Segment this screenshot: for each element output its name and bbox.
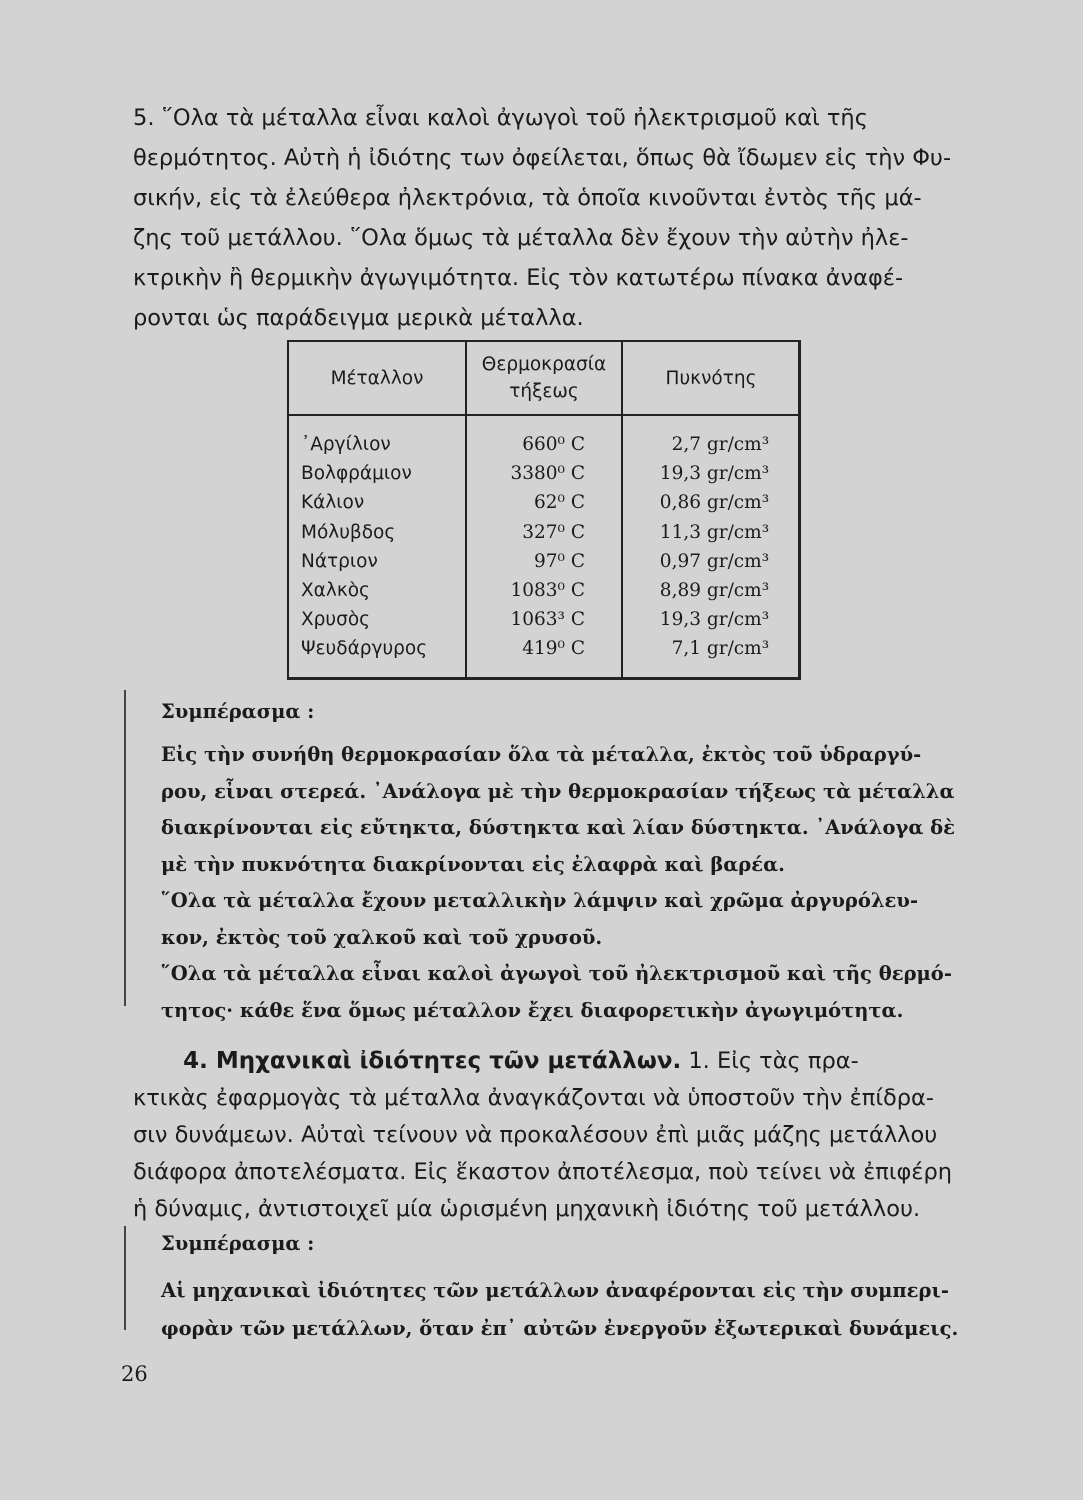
- summary-heading: Συμπέρασμα :: [161, 700, 315, 723]
- summary-paragraph: [161, 1272, 961, 1348]
- density-value: 0,86: [659, 492, 701, 514]
- summary-line: Αἱ μηχανικαὶ ἰδιότητες τῶν μετάλλων ἀναφέρονται εἰς τὴν συμπερι-: [161, 1279, 950, 1302]
- header-melting-temp: [467, 342, 621, 414]
- intro-line: κτρικὴν ἢ θερμικὴν ἀγωγιμότητα. Εἰς τὸν κατωτέρω πίνακα ἀναφέ-: [133, 265, 904, 291]
- section-title: 4. Μηχανικαὶ ἰδιότητες τῶν μετάλλων.: [183, 1048, 682, 1074]
- summary-paragraph: [161, 737, 961, 1029]
- intro-line: σικήν, εἰς τὰ ἐλεύθερα ἠλεκτρόνια, τὰ ὁποῖα κινοῦνται ἐντὸς τῆς μά-: [133, 185, 922, 211]
- cell-density: [641, 547, 769, 576]
- summary-line: κον, ἐκτὸς τοῦ χαλκοῦ καὶ τοῦ χρυσοῦ.: [161, 925, 603, 949]
- margin-rule: [124, 1226, 126, 1330]
- cell-metal: Κάλιον: [301, 492, 365, 514]
- section-line: κτικὰς ἐφαρμογὰς τὰ μέταλλα ἀναγκάζονται νὰ ὑποστοῦν τὴν ἐπίδρα-: [133, 1085, 934, 1111]
- cell-temp: 62⁰ C: [534, 492, 585, 514]
- cell-temp: 419⁰ C: [522, 638, 585, 660]
- density-value: 19,3: [659, 463, 701, 485]
- table-header-row: [289, 342, 798, 416]
- cell-metal: Ψευδάργυρος: [301, 638, 428, 660]
- intro-paragraph: [133, 98, 963, 338]
- table-row: [289, 518, 798, 547]
- table-row: [289, 547, 798, 576]
- summary-line: ρου, εἶναι στερεά. ᾿Ανάλογα μὲ τὴν θερμοκρασίαν τήξεως τὰ μέταλλα: [161, 779, 955, 803]
- cell-density: [641, 488, 769, 517]
- cell-density: [641, 634, 769, 663]
- density-unit: gr/cm³: [706, 579, 770, 601]
- cell-temp: 97⁰ C: [534, 550, 585, 572]
- intro-line: ρονται ὡς παράδειγμα μερικὰ μέταλλα.: [133, 305, 584, 331]
- metals-table: [287, 340, 801, 680]
- summary-heading: Συμπέρασμα :: [161, 1232, 315, 1255]
- cell-temp: 1063³ C: [510, 609, 585, 631]
- density-value: 11,3: [659, 521, 701, 543]
- density-unit: gr/cm³: [706, 434, 770, 455]
- summary-line: ῞Ολα τὰ μέταλλα ἔχουν μεταλλικὴν λάμψιν καὶ χρῶμα ἀργυρόλευ-: [161, 889, 919, 912]
- intro-line: 5. ῞Ολα τὰ μέταλλα εἶναι καλοὶ ἀγωγοὶ τοῦ ἠλεκτρισμοῦ καὶ τῆς: [133, 105, 868, 131]
- cell-temp: 327⁰ C: [522, 521, 585, 543]
- cell-metal: Χαλκὸς: [301, 579, 370, 601]
- density-value: 7,1: [671, 638, 701, 660]
- density-value: 0,97: [659, 550, 701, 572]
- table-row: [289, 605, 798, 634]
- section-line: ἡ δύναμις, ἀντιστοιχεῖ μία ὡρισμένη μηχανικὴ ἰδιότης τοῦ μετάλλου.: [133, 1196, 921, 1222]
- density-value: 8,89: [659, 579, 701, 601]
- cell-metal: Χρυσὸς: [301, 609, 371, 631]
- density-unit: gr/cm³: [706, 521, 770, 543]
- header-temp-line2: τήξεως: [509, 381, 579, 402]
- cell-density: [641, 430, 769, 459]
- header-density: Πυκνότης: [665, 367, 757, 389]
- density-value: 19,3: [659, 609, 701, 631]
- margin-rule: [124, 690, 126, 1006]
- header-temp-line1: Θερμοκρασία: [481, 354, 607, 375]
- cell-temp: 1083⁰ C: [510, 579, 585, 601]
- table-row: [289, 634, 798, 663]
- section-line: σιν δυνάμεων. Αὐταὶ τείνουν νὰ προκαλέσουν ἐπὶ μιᾶς μάζης μετάλλου: [133, 1122, 938, 1148]
- intro-line: θερμότητος. Αὐτὴ ἡ ἰδιότης των ὀφείλεται, ὅπως θὰ ἴδωμεν εἰς τὴν Φυ-: [133, 145, 952, 171]
- table-row: [289, 459, 798, 488]
- density-unit: gr/cm³: [706, 492, 770, 514]
- summary-line: ῞Ολα τὰ μέταλλα εἶναι καλοὶ ἀγωγοὶ τοῦ ἠλεκτρισμοῦ καὶ τῆς θερμό-: [161, 962, 952, 985]
- table-row: [289, 430, 798, 459]
- summary-line: διακρίνονται εἰς εὔτηκτα, δύστηκτα καὶ λίαν δύστηκτα. ᾿Ανάλογα δὲ: [161, 816, 956, 839]
- table-row: [289, 576, 798, 605]
- density-unit: gr/cm³: [706, 638, 770, 660]
- page-number: 26: [121, 1362, 148, 1386]
- cell-density: [641, 576, 769, 605]
- cell-density: [641, 459, 769, 488]
- table-row: [289, 488, 798, 517]
- section-first-line: [133, 1043, 963, 1080]
- summary-line: φορὰν τῶν μετάλλων, ὅταν ἐπ᾿ αὐτῶν ἐνεργοῦν ἐξωτερικαὶ δυνάμεις.: [161, 1317, 959, 1340]
- cell-metal: ᾿Αργίλιον: [301, 434, 391, 455]
- section-line: διάφορα ἀποτελέσματα. Εἰς ἕκαστον ἀποτέλεσμα, ποὺ τείνει νὰ ἐπιφέρη: [133, 1159, 952, 1185]
- density-value: 2,7: [671, 434, 701, 455]
- density-unit: gr/cm³: [706, 609, 770, 631]
- cell-metal: Νάτριον: [301, 550, 378, 572]
- cell-temp: 3380⁰ C: [510, 463, 585, 485]
- density-unit: gr/cm³: [706, 463, 770, 485]
- cell-temp: 660⁰ C: [522, 434, 585, 455]
- section-4-paragraph: [133, 1043, 963, 1228]
- cell-metal: Βολφράμιον: [301, 463, 412, 485]
- header-metal: Μέταλλον: [330, 367, 424, 389]
- cell-metal: Μόλυβδος: [301, 521, 396, 543]
- section-first-line-rest: 1. Εἰς τὰς πρα-: [681, 1048, 859, 1074]
- summary-line: Εἰς τὴν συνήθη θερμοκρασίαν ὅλα τὰ μέταλλα, ἐκτὸς τοῦ ὑδραργύ-: [161, 743, 922, 766]
- summary-line: μὲ τὴν πυκνότητα διακρίνονται εἰς ἐλαφρὰ καὶ βαρέα.: [161, 852, 785, 876]
- summary-line: τητος· κάθε ἕνα ὅμως μέταλλον ἔχει διαφορετικὴν ἀγωγιμότητα.: [161, 998, 904, 1022]
- intro-line: ζης τοῦ μετάλλου. ῞Ολα ὅμως τὰ μέταλλα δὲν ἔχουν τὴν αὐτὴν ἠλε-: [133, 225, 909, 251]
- table-body: [289, 430, 798, 664]
- cell-density: [641, 518, 769, 547]
- density-unit: gr/cm³: [706, 550, 770, 572]
- cell-density: [641, 605, 769, 634]
